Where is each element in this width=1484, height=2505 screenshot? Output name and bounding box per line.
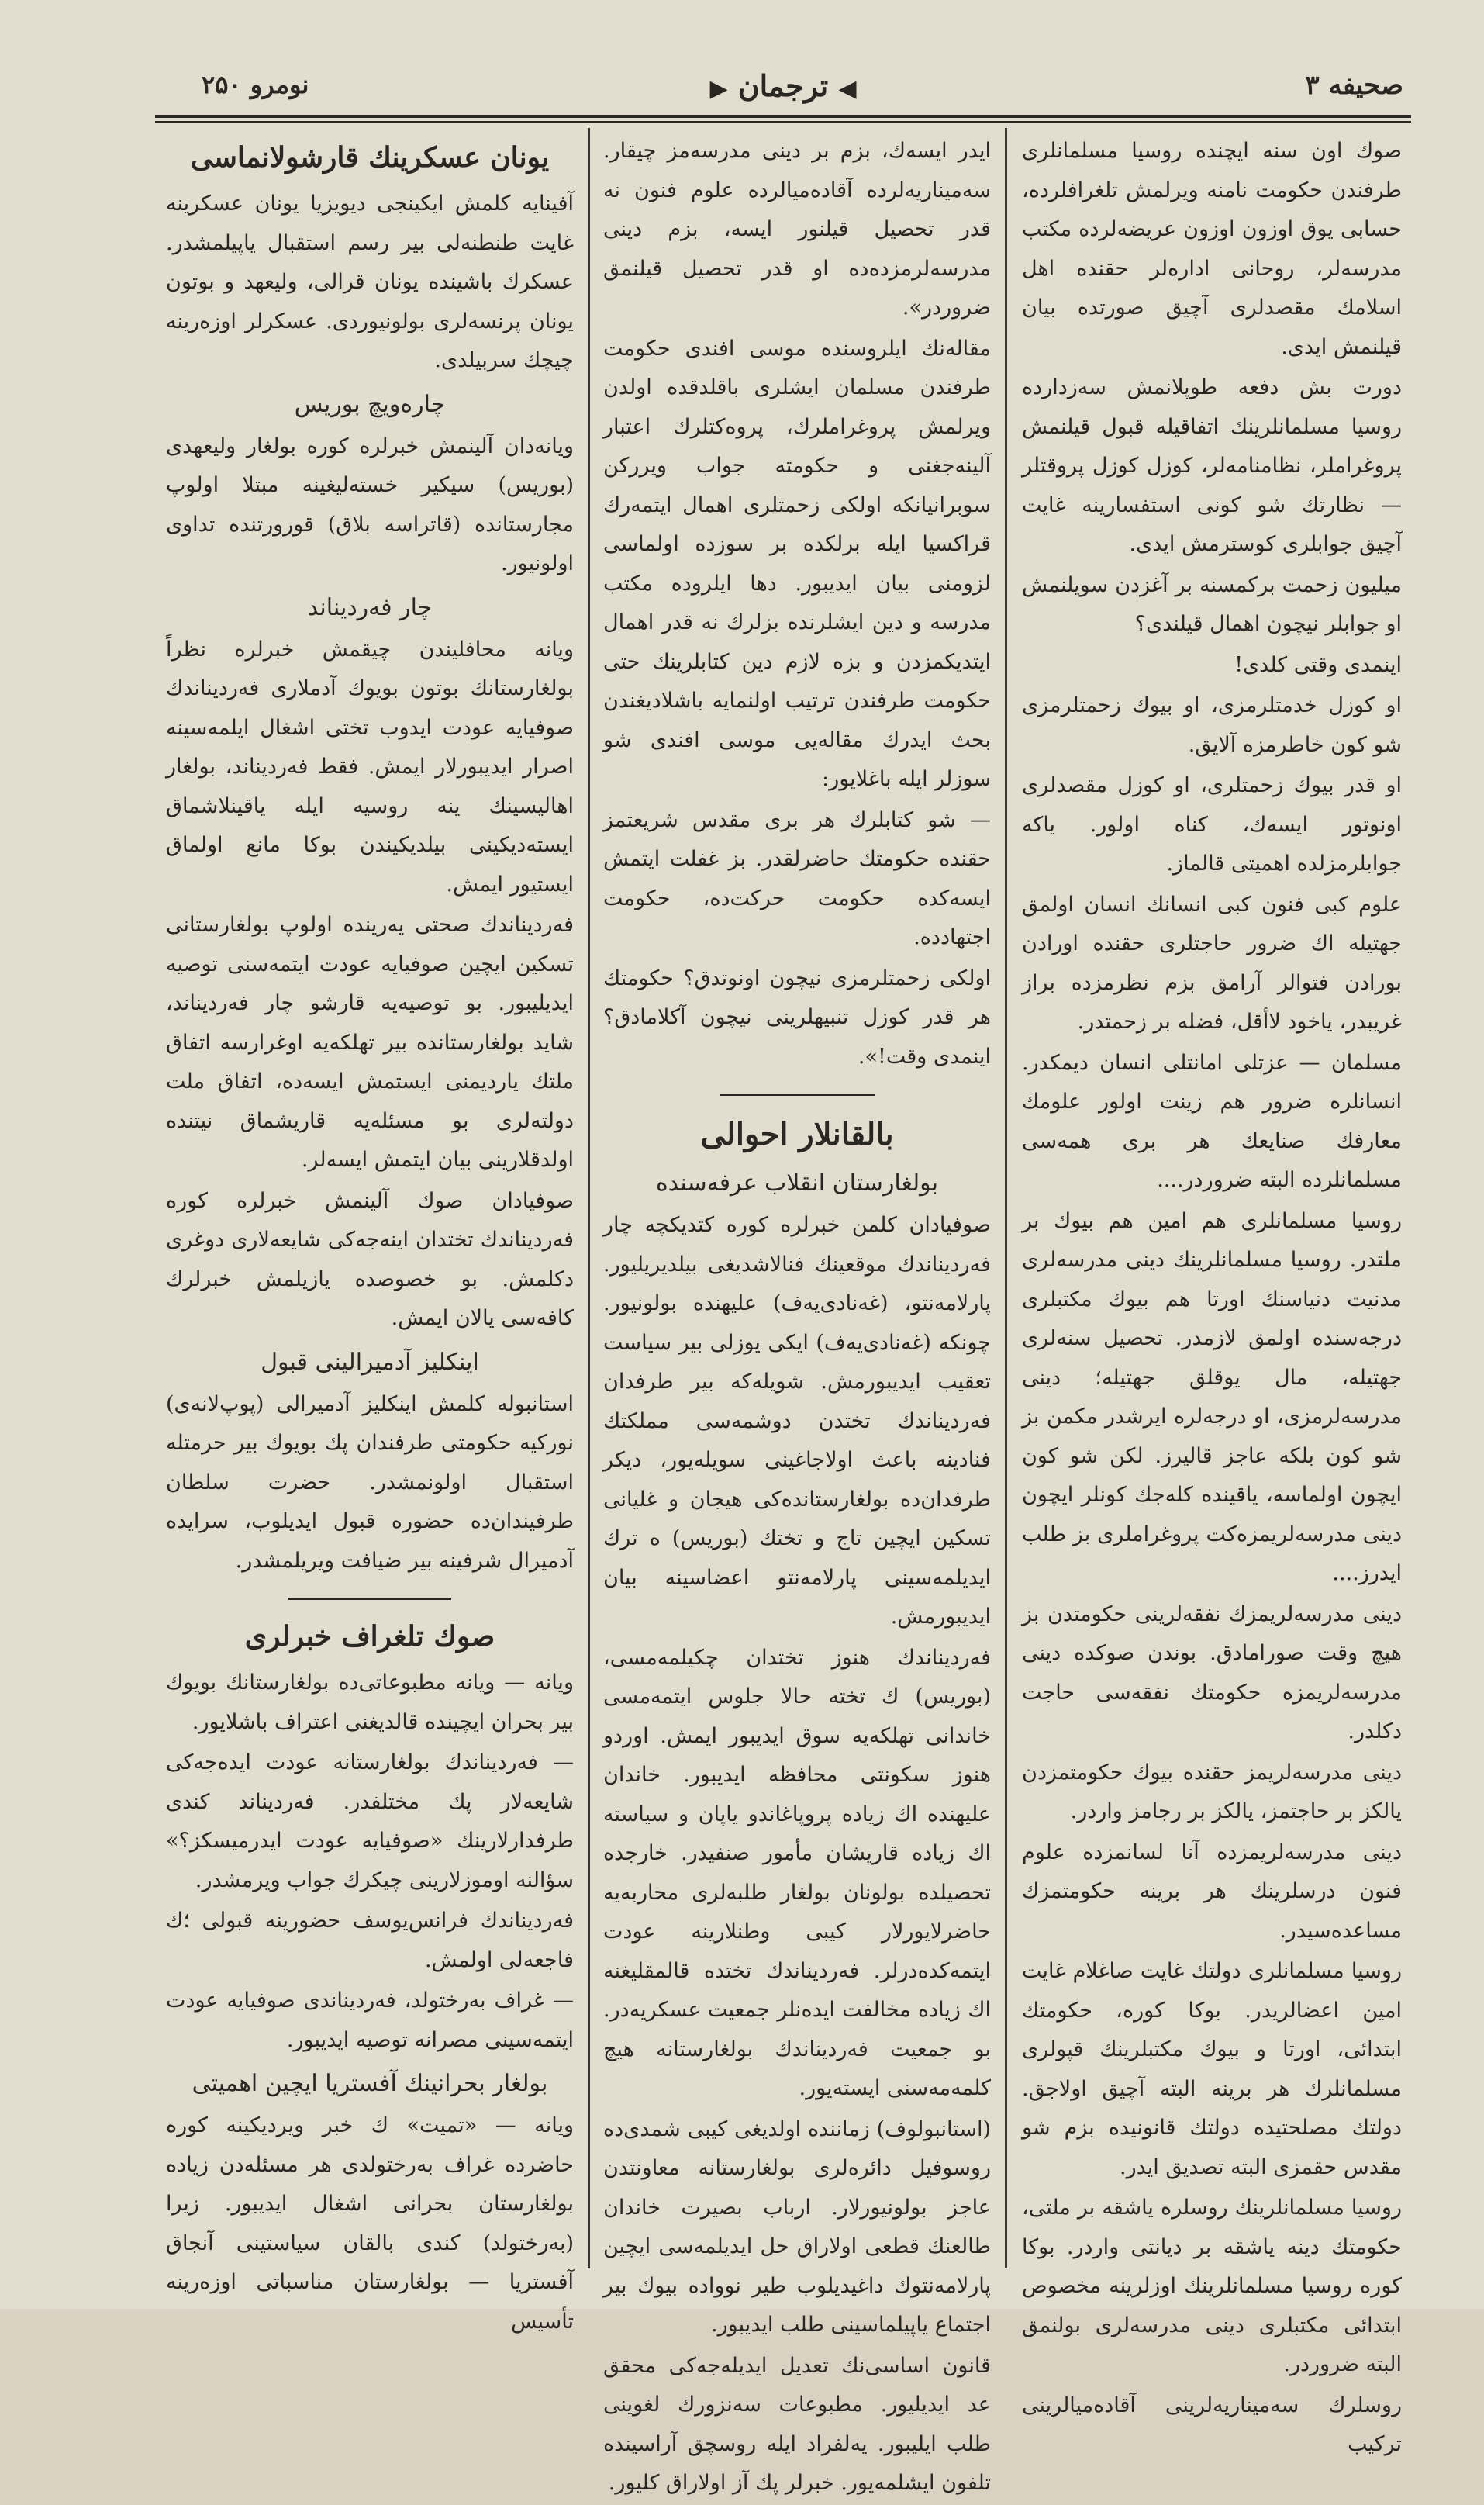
paragraph: دینی مدرسه‌لریمزده آنا لسانمزده علوم فنون درسلرینك هر برینه حكومتمزك مساعده‌سیدر. (1022, 1840, 1402, 1943)
paragraph: مقاله‌نك ایلروسنده موسی افندی حكومت طرفندن مسلمان ایشلری باقلدقده اولدن ویرلمش پروغراملرك، پروه‌كتلرك اعتبار آلینه‌جغنی و حكومته جواب ویرركن سوبرانیانكه اولكی زحمتلری اهمال ایتمه‌رك قراكسیا ایله برلكده بر سوزده اولماسی لزومنی بیان ایدیبور. دها ایلروده مكتب مدرسه و دین ایشلرنده بزلرك نه قدر اهمال ایتدیكمزدن و بزه لازم دین كتابلرینك حتی حكومت طرفندن ترتیب اولنمایه باشلادیغندن بحث ایدرك مقاله‌یی موسی افندی شو سوزلر ایله باغلایور: (603, 336, 991, 791)
paragraph: او كوزل خدمتلرمزی، او بیوك زحمتلرمزی شو كون خاطرمزه آلایق. (1022, 693, 1402, 757)
paragraph: آفینایه كلمش ایكینجی دیویزیا یونان عسكرینه غایت طنطنه‌لی بیر رسم استقبال یاپیلمشدر. عسكرك باشینده یونان قرالی، ولیعهد و بوتون یونان پرنسه‌لری بولونیوردی. عسكرلر اوزه‌رینه چیچك سربیلدی. (166, 192, 574, 372)
page-number-label: صحیفه ۳ (1305, 70, 1403, 101)
section-divider (288, 1598, 451, 1600)
paragraph: فه‌ردیناندك صحتی یه‌رینده اولوپ بولغارستانی تسكین ایچین صوفیایه عودت ایتمه‌سنی توصیه ایدیلیبور. بو توصیه‌یه قارشو چار فه‌ردیناند، شاید بولغارستانده بیر تهلكه‌یه اوغرارسه اتفاق ملتك یاردیمنی ایستمش ایسه‌ده، اتفاق ملت دولته‌لری بو مسئله‌یه قاریشماق نیتنده اولدقلارینی بیان ایتمش ایسه‌لر. (166, 913, 574, 1172)
paragraph: ویانه — ویانه مطبوعاتی‌ده بولغارستانك بویوك بیر بحران ایچینده قالدیغنی اعتراف باشلایور. (166, 1671, 574, 1734)
paragraph: اینمدی وقتی كلدی! (1234, 652, 1402, 677)
paragraph: فه‌ردیناندك فرانس‌یوسف حضورینه قبولی ؛ك فاجعه‌لی اولمش. (166, 1909, 574, 1972)
paragraph: صوك اون سنه ایچنده روسیا مسلمانلری طرفندن حكومت نامنه ویرلمش تلغرافلرده، حسابی یوق اوزون اوزون عریضه‌لرده مكتب مدرسه‌لر، روحانی اداره‌لر حقنده اهل اسلامك مقصدلری آچیق صورتده بیان قیلنمش ایدی. (1022, 139, 1402, 359)
article-headline: بولغار بحرانینك آفستریا ایچین اهمیتی (192, 2070, 548, 2097)
masthead-rule-top (155, 115, 1411, 118)
article-headline: یونان عسكرینك قارشولانماسی (190, 141, 550, 174)
ornament-right-icon: ◀ (838, 75, 857, 102)
paragraph: (استانبولوف) زماننده اولدیغی كیبی شمدی‌ده روسوفیل دائره‌لری بولغارستانه معاونتدن عاجز بولونیورلار. ارباب بصیرت خاندان طالعنك قطعی اولاراق حل ایدیلمه‌سی ایچین پارلامه‌نتوك داغیدیلوب طیر نوواده بیوك بیر اجتماع یاپیلماسینی طلب ایدیبور. (603, 2116, 991, 2337)
column-divider-right (1005, 128, 1007, 2268)
article-headline: اینكلیز آدمیرالینی قبول (261, 1348, 479, 1376)
paragraph: میلیون زحمت بركمسنه بر آغزدن سویلنمش او جوابلر نیچون اهمال قیلندی؟ (1022, 572, 1402, 636)
masthead-rule-bottom (155, 121, 1411, 123)
masthead (163, 65, 1403, 112)
paragraph: ویانه محافلیندن چیقمش خبرلره نظراً بولغارستانك بوتون بویوك آدملاری فه‌ردیناندك صوفیایه عودت ایدوب تختی اشغال ایلمه‌سینه اصرار ایدیبورلار ایمش. فقط فه‌ردیناند، بولغار اهالیسینك ینه روسیه ایله یاقینلاشماق ایسته‌دیكینی بیلدیكیندن بوكا مانع اولماق ایستیور ایمش. (166, 637, 574, 897)
paper-name: ترجمان (737, 68, 829, 103)
paragraph: او قدر بیوك زحمتلری، او كوزل مقصدلری اونوتور ایسه‌ك، كناه اولور. یاكه جوابلرمزلده اهمیتی قالماز. (1022, 773, 1402, 876)
article-headline: بولغارستان انقلاب عرفه‌سنده (655, 1170, 939, 1197)
paragraph: روسیا مسلمانلری دولتك غایت صاغلام غایت امین اعضالریدر. بوكا كوره، حكومتك ابتدائی، اورتا و بیوك مكتبلرینك قپولری مسلمانلرك هر برینه البته آچیق اولاجق. دولتك مصلحتیده دولتك قانونیده بزم شو مقدس حقمزی البته تصدیق ایدر. (1022, 1959, 1402, 2179)
paragraph: دورت بش دفعه طوپلانمش سه‌زدارده روسیا مسلمانلرینك اتفاقیله قبول قیلنمش پروغراملر، نظامنامه‌لر، كوزل كوزل پروقتلر — نظارتك شو كونی استفسارینه غایت آچیق جوابلری كوسترمش ایدی. (1022, 375, 1402, 556)
column-divider-left (588, 128, 590, 2268)
column-right (1022, 132, 1402, 2466)
article-headline: چار فه‌ردیناند (307, 593, 433, 621)
paragraph: ویانه‌دان آلینمش خبرلره كوره بولغار ولیعهدی (بوریس) سیكیر خسته‌لیغینه مبتلا اولوپ مجارستانده (قاتراسه بلاق) قورورتنده تداوی اولونیور. (166, 434, 574, 575)
section-title: بالقانلار احوالی (700, 1116, 894, 1152)
paragraph: — شو كتابلرك هر بری مقدس شریعتمز حقنده حكومتك حاضرلقدر. بز غفلت ایتمش ایسه‌كده حكومت حركت‌ده، حكومت اجتهادده. (603, 807, 991, 949)
paragraph: روسلرك سه‌میناریه‌لرینی آقاده‌میالرینی تركیب (1022, 2393, 1402, 2456)
paragraph: فه‌ردیناندك هنوز تختدان چكیلمه‌مسی، (بوریس) ك تخته حالا جلوس ایتمه‌مسی خاندانی تهلكه‌یه سوق ایدیبور ایمش. اوردو هنوز سكونتی محافظه ایدیبور. خاندان علیهنده اك زیاده پروپاغاندو یاپان و سیاسته اك زیاده قاریشان مأمور صنفیدر. خارجده تحصیلده بولونان بولغار طلبه‌لری محاربه‌یه حاضرلایورلار كیبی وطنلارینه عودت ایتمه‌كده‌درلر. فه‌ردیناندك تختده قالمقلیغنه اك زیاده مخالفت ایده‌نلر جمعیت عسكریه‌در. بو جمعیت فه‌ردیناندك بولغارستانه هیچ كلمه‌مه‌سنی ایسته‌یور. (603, 1645, 991, 2100)
paragraph: استانبوله كلمش اینكلیز آدمیرالی (پوپ‌لانه‌ی) نوركیه حكومتی طرفندان پك بویوك بیر حرمتله استقبال اولونمشدر. حضرت سلطان طرفیندان‌ده حضوره قبول ایدیلوب، سرایده آدمیرال شرفینه بیر ضیافت ویریلمشدر. (166, 1391, 574, 1573)
paragraph: علوم كبی فنون كبی انسانك انسان اولمق جهتیله اك ضرور حاجتلری حقنده اورادن بورادن فتوالر آرامق بزم نظرمزده براز غریبدر، یاخود لاأقل، فضله بر زحمتدر. (1022, 892, 1402, 1034)
ornament-left-icon: ▶ (709, 75, 728, 102)
paragraph: دینی مدرسه‌لریمزك نفقه‌لرینی حكومتدن بز هیچ وقت صورامادق. بوندن صوكده دینی مدرسه‌لریمزه حكومتك نفقه‌سی حاجت دكلدر. (1022, 1601, 1402, 1743)
paragraph: — غراف به‌رختولد، فه‌ردیناندی صوفیایه عودت ایتمه‌سینی مصرانه توصیه ایدیبور. (166, 1988, 574, 2052)
paragraph: ایدر ایسه‌ك، بزم بر دینی مدرسه‌مز چیقار. سه‌میناریه‌لرده آقاده‌میالرده علوم فنون نه قدر تحصیل قیلنور ایسه، بزم دینی مدرسه‌لرمزده‌ده او قدر تحصیل قیلنمق ضروردر». (603, 139, 991, 320)
section-divider (720, 1094, 875, 1096)
paragraph: ویانه — «تمیت» ك خبر ویردیكینه كوره حاضرده غراف به‌رختولدی هر مسئله‌دن زیاده بولغارستان بحرانی اشغال ایدیبور. زیرا (به‌رختولد) كندی بالقان سیاستینی آنجاق آفستریا — بولغارستان مناسباتی اوزه‌رینه تأسیس (166, 2113, 574, 2334)
paragraph: روسیا مسلمانلری هم امین هم بیوك بر ملتدر. روسیا مسلمانلرینك دینی مدرسه‌لری مدنیت دنیاسنك اورتا هم بیوك مكتبلری درجه‌سنده اولمق لازمدر. تحصیل سنه‌لری جهتیله، مال یوقلق جهتیله؛ دینی مدرسه‌لرمزی، او درجه‌لره ایرشدر مكمن بز شو كون بلكه عاجز قالیرز. لكن شو كون ایچون اولماسه، یاقینده كله‌جك كونلر ایچون دینی مدرسه‌لریمزه‌كت پروغراملری بز طلب ایدرز.... (1022, 1208, 1402, 1585)
issue-number: نومرو ۲۵۰ (202, 70, 309, 99)
paragraph: مسلمان — عزتلی امانتلی انسان دیمكدر. انسانلره ضرور هم زینت اولور علومك معارفك صنایعك هر بری همه‌سی مسلمانلرده البته ضروردر.... (1022, 1050, 1402, 1192)
paper-title (706, 68, 861, 103)
column-left (166, 132, 574, 2343)
article-headline: صوك تلغراف خبرلری (244, 1620, 495, 1653)
paragraph: صوفیادان كلمن خبرلره كوره كتدیكچه چار فه‌ردیناندك موقعینك فنالاشدیغی بیلدیریلیور. پارلامه‌نتو، (غه‌نادی‌یه‌ف) علیهنده بولونیور. چونكه (غه‌نادی‌یه‌ف) ایكی یوزلی بیر سیاست تعقیب ایدیبورمش. شویله‌كه بیر طرفدان فه‌ردیناندك تختدن دوشمه‌سی مملكتك فنادینه باعث اولاجاغینی سویله‌یور، دیكر طرفدان‌ده بولغارستانده‌كی هیجان و غلیانی تسكین ایچین تاج و تختك (بوریس) ه ترك ایدیلمه‌سینی پارلامه‌نتو اعضاسینه بیان ایدیبورمش. (603, 1213, 991, 1629)
column-middle (603, 132, 991, 2505)
paragraph: صوفیادان صوك آلینمش خبرلره كوره فه‌ردیناندك تختدان اینه‌جه‌كی شایعه‌لاری دوغری دكلمش. بو خصوصده یازیلمش خبرلرك كافه‌سی یالان ایمش. (166, 1188, 574, 1330)
paragraph: روسیا مسلمانلرینك روسلره یاشقه بر ملتی، حكومتك دینه یاشقه بر دیانتی واردر. بوكا كوره روسیا مسلمانلرینك اوزلرینه مخصوص ابتدائی مكتبلری دینی مدرسه‌لری بولنمق البته ضروردر. (1022, 2196, 1402, 2376)
paragraph: — فه‌ردیناندك بولغارستانه عودت ایده‌جه‌كی شایعه‌لار پك مختلفدر. فه‌ردیناند كندی طرفدارلارینك «صوفیایه عودت ایدرمیسكز؟» سؤالنه اوموزلارینی چیكرك جواب ویرمشدر. (166, 1750, 574, 1892)
paragraph: قانون اساسی‌نك تعدیل ایدیله‌جه‌كی محقق عد ایدیلیور. مطبوعات سه‌نزورك لغوینی طلب ایلیبور. یه‌لفراد ایله روسچق آراسینده تلفون ایشلمه‌یور. خبرلر پك آز اولاراق كلیور. (603, 2353, 991, 2495)
paragraph: اولكی زحمتلرمزی نیچون اونوتدق؟ حكومتك هر قدر كوزل تنبیهلرینی نیچون آكلامادق؟ اینمدی وقت!». (603, 966, 991, 1069)
paragraph: دینی مدرسه‌لریمز حقنده بیوك حكومتمزدن یالكز بر حاجتمز، یالكز بر رجامز واردر. (1022, 1760, 1402, 1823)
article-headline: چاره‌ویچ بوریس (294, 390, 446, 418)
